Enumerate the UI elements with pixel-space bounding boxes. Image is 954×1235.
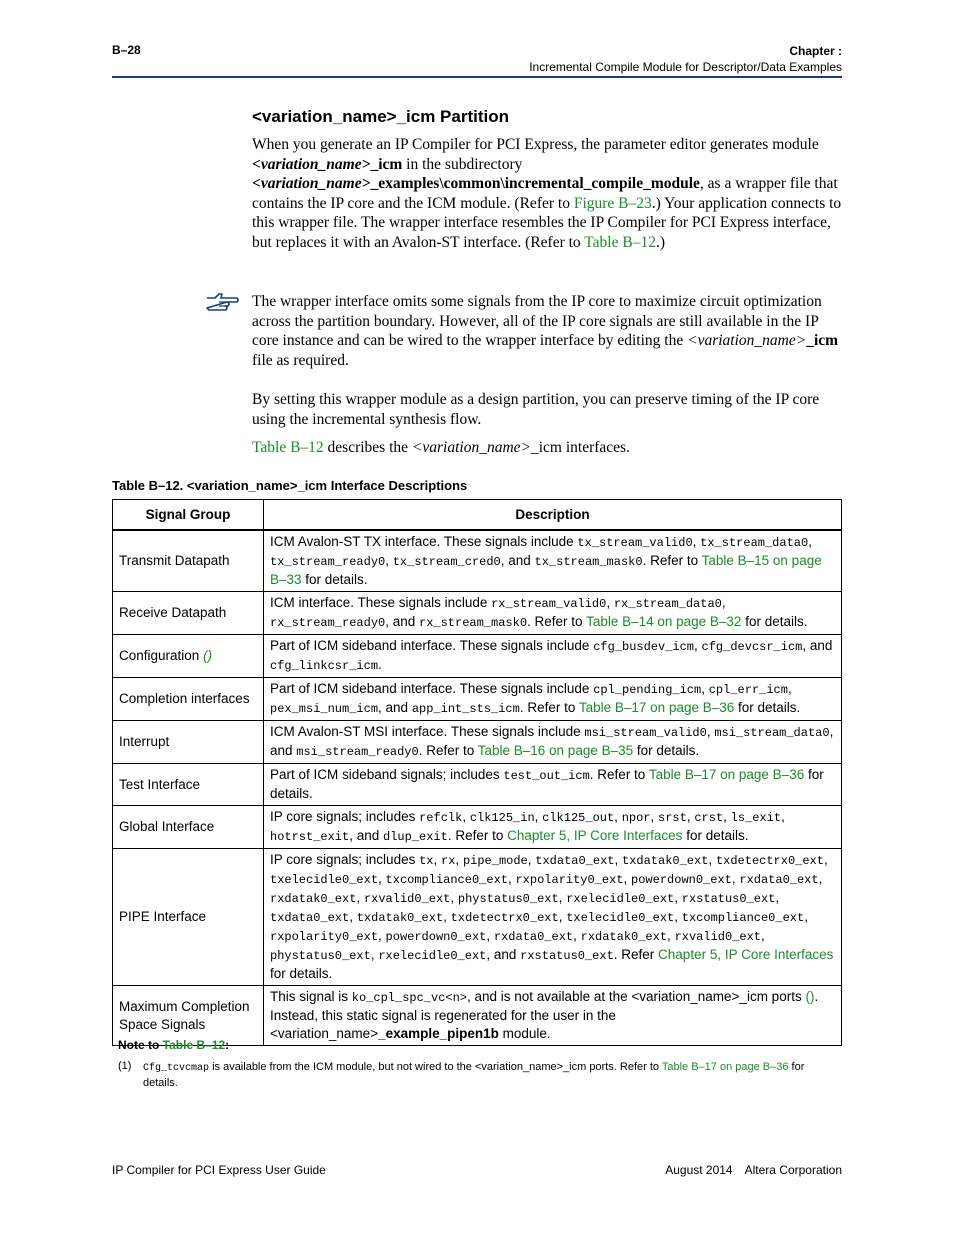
- text-run: .: [378, 657, 382, 672]
- signal-group-label: Completion interfaces: [119, 691, 250, 706]
- description-cell: [264, 849, 842, 986]
- text-run: .): [655, 233, 665, 251]
- cross-reference-link[interactable]: Table B–14 on page B–32: [586, 614, 742, 629]
- signal-name: ko_cpl_spc_vc<n>: [351, 991, 467, 1005]
- signal-name: rx_stream_valid0: [491, 597, 607, 611]
- text-run: When you generate an IP Compiler for PCI Express, the parameter editor generates module: [252, 136, 819, 153]
- note-paragraph: [252, 292, 842, 370]
- section-title: <variation_name>_icm Partition: [252, 107, 509, 126]
- text-run: ,: [650, 809, 659, 824]
- text-run: IP core signals; includes: [270, 809, 420, 824]
- text-run: ,: [385, 553, 393, 568]
- text-run: , and: [385, 614, 419, 629]
- text-run: ,: [694, 638, 702, 653]
- column-header-signal-group: Signal Group: [113, 500, 264, 531]
- table-row: [113, 806, 842, 849]
- text-run: ,: [356, 890, 364, 905]
- description-cell: [264, 721, 842, 764]
- signal-name: txdetectrx0_ext: [715, 854, 824, 868]
- text-run: <variation_name>: [411, 439, 531, 456]
- signal-name: rx: [441, 854, 456, 868]
- signal-name: phystatus0_ext: [457, 892, 559, 906]
- text-run: for details.: [270, 966, 333, 981]
- footer-company: Altera Corporation: [744, 1163, 842, 1177]
- text-run: . Refer to: [589, 767, 649, 782]
- description-cell: [264, 592, 842, 635]
- signal-name: tx_stream_mask0: [534, 555, 643, 569]
- text-run: ,: [378, 871, 386, 886]
- table-note-label: [118, 1038, 229, 1052]
- text-run: ,: [433, 852, 442, 867]
- signal-name: Cfg_tcvcmap: [143, 1063, 210, 1074]
- cross-reference-link[interactable]: Chapter 5, IP Core Interfaces: [507, 828, 683, 843]
- signal-name: rxdatak0_ext: [580, 930, 668, 944]
- description-cell: [264, 986, 842, 1046]
- signal-group-cell: [113, 764, 264, 806]
- text-run: ,: [787, 681, 792, 696]
- text-run: Part of ICM sideband interface. These signals include: [270, 638, 594, 653]
- text-run: . Refer to: [418, 743, 478, 758]
- signal-name: pex_msi_num_icm: [270, 702, 379, 716]
- text-run: . Refer to: [519, 700, 579, 715]
- table-header-row: [113, 500, 842, 531]
- text-run: ,: [378, 928, 386, 943]
- text-run: _icm: [370, 155, 403, 173]
- text-run: , and: [270, 724, 834, 758]
- description-cell: [264, 806, 842, 849]
- table-link[interactable]: Table B–12: [252, 439, 324, 456]
- table-link[interactable]: Table B–12: [584, 233, 656, 251]
- text-run: ,: [558, 909, 567, 924]
- signal-name: cfg_devcsr_icm: [701, 640, 803, 654]
- signal-name: rxdatak0_ext: [270, 892, 357, 906]
- text-run: ,: [534, 809, 543, 824]
- text-run: This signal is: [270, 989, 352, 1004]
- signal-name: tx_stream_ready0: [270, 555, 386, 569]
- text-run: ,: [527, 852, 536, 867]
- signal-name: npor: [621, 811, 651, 825]
- signal-name: txelecidle0_ext: [566, 911, 675, 925]
- signal-name: powerdown0_ext: [385, 930, 487, 944]
- signal-name: rxdata0_ext: [493, 930, 574, 944]
- table-row: [113, 678, 842, 721]
- signal-group-cell: [113, 592, 264, 635]
- signal-name: tx_stream_cred0: [392, 555, 501, 569]
- figure-link[interactable]: Figure B–23: [573, 194, 652, 212]
- signal-name: txcompliance0_ext: [681, 911, 805, 925]
- signal-name: rxstatus0_ext: [520, 949, 614, 963]
- text-run: in the subdirectory: [402, 155, 523, 173]
- description-cell: [264, 764, 842, 806]
- partition-paragraph: By setting this wrapper module as a design partition, you can preserve timing of the IP core using the incremental synthesis flow.: [252, 391, 820, 428]
- text-run: ,: [674, 890, 682, 905]
- signal-name: srst: [658, 811, 687, 825]
- text-run: ,: [686, 809, 695, 824]
- signal-name: txdata0_ext: [535, 854, 615, 868]
- signal-group-label: Interrupt: [119, 734, 170, 749]
- cross-reference-link[interactable]: (): [805, 989, 815, 1004]
- signal-group-cell: [113, 678, 264, 721]
- text-run: The wrapper interface omits some signals from the IP core to maximize circuit optimization across the partition boundary. However, all of the IP core signals are still available in the IP core instance and can be wired to the wrapper interface by editing the: [252, 293, 822, 349]
- text-run: for details.: [270, 767, 824, 801]
- signal-group-label: Transmit Datapath: [119, 553, 230, 568]
- signal-name: rx_stream_data0: [613, 597, 722, 611]
- text-run: ,: [692, 534, 701, 549]
- text-run: Note to: [118, 1038, 163, 1052]
- text-run: ,: [623, 871, 632, 886]
- running-header: [529, 43, 842, 75]
- text-run: . Refer: [613, 947, 659, 962]
- table-row: [113, 986, 842, 1046]
- text-run: IP core signals; includes: [270, 852, 420, 867]
- signal-name: rxdata0_ext: [739, 873, 819, 887]
- cross-reference-link[interactable]: Table B–17 on page B–36: [648, 767, 805, 782]
- cross-reference-link[interactable]: Table B–15 on page B–33: [270, 553, 822, 587]
- text-run: , and: [349, 828, 383, 843]
- text-run: ,: [462, 809, 470, 824]
- signal-name: msi_stream_valid0: [584, 726, 707, 740]
- signal-name: rx_stream_ready0: [270, 616, 386, 630]
- footer-right: [665, 1163, 842, 1177]
- signal-name: refclk: [419, 811, 463, 825]
- signal-name: rxstatus0_ext: [681, 892, 776, 906]
- text-run: ,: [818, 871, 823, 886]
- signal-name: rxelecidle0_ext: [378, 949, 487, 963]
- table-note-number: (1): [118, 1060, 132, 1072]
- text-run: module.: [498, 1026, 551, 1041]
- footer-title: IP Compiler for PCI Express User Guide: [112, 1163, 326, 1177]
- signal-group-label: Global Interface: [119, 819, 215, 834]
- signal-name: rxelecidle0_ext: [566, 892, 675, 906]
- table-row: [113, 721, 842, 764]
- signal-group-label: Configuration: [119, 648, 200, 663]
- footer-date: August 2014: [665, 1163, 733, 1177]
- text-run: , as a wrapper file that contains the IP core and the ICM module. (Refer to: [252, 175, 838, 212]
- table-row: [113, 592, 842, 635]
- signal-group-label: Test Interface: [119, 776, 201, 792]
- text-run: <variation_name>: [252, 175, 371, 192]
- text-run: _examples\common\incremental_compile_module: [370, 175, 700, 192]
- text-run: ,: [667, 928, 675, 943]
- interface-table: [112, 499, 842, 1046]
- text-run: ,: [781, 809, 785, 824]
- signal-name: dlup_exit: [383, 830, 448, 844]
- text-run: ,: [804, 909, 808, 924]
- text-run: Part of ICM sideband interface. These signals include: [270, 681, 594, 696]
- page-number: B–28: [112, 43, 141, 57]
- text-run: , and: [802, 638, 833, 653]
- text-run: <variation_name>: [687, 332, 807, 349]
- chapter-label: Chapter :: [789, 44, 842, 58]
- text-run: _icm: [806, 332, 839, 349]
- signal-group-cell: [113, 806, 264, 849]
- text-run: , and: [500, 553, 535, 568]
- signal-group-cell: [113, 635, 264, 678]
- intro-paragraph: [252, 135, 842, 252]
- signal-name: cpl_err_icm: [708, 683, 788, 697]
- signal-name: cfg_busdev_icm: [593, 640, 695, 654]
- signal-group-label: Maximum Completion Space Signals: [119, 998, 250, 1032]
- signal-name: tx_stream_valid0: [577, 536, 693, 550]
- table-link[interactable]: Table B–12: [162, 1038, 226, 1052]
- signal-name: pipe_mode: [462, 854, 528, 868]
- signal-name: crst: [694, 811, 724, 825]
- text-run: file as required.: [252, 351, 349, 369]
- signal-name: txdatak0_ext: [356, 911, 444, 925]
- signal-name: msi_stream_ready0: [296, 745, 419, 759]
- description-cell: [264, 635, 842, 678]
- text-run: ,: [808, 534, 812, 549]
- table-link[interactable]: Table B–17 on page B–36: [661, 1061, 789, 1073]
- signal-name: clk125_out: [542, 811, 615, 825]
- text-run: _icm interfaces.: [530, 439, 630, 456]
- signal-name: clk125_in: [469, 811, 535, 825]
- text-run: ,: [723, 809, 731, 824]
- text-run: ,: [507, 871, 516, 886]
- description-cell: [264, 530, 842, 592]
- text-run: ICM interface. These signals include: [270, 595, 492, 610]
- signal-name: cfg_linkcsr_icm: [270, 659, 379, 673]
- text-run: is available from the ICM module, but not wired to the <variation_name>_icm ports. Refer to: [209, 1061, 662, 1073]
- table-row: [113, 635, 842, 678]
- text-run: for details.: [741, 614, 808, 629]
- text-run: for details.: [682, 828, 749, 843]
- signal-name: rxpolarity0_ext: [270, 930, 379, 944]
- text-run: ,: [708, 852, 716, 867]
- column-header-description: Description: [264, 500, 842, 531]
- text-run: . Instead, this static signal is regenerated for the user in the <variation_name>: [270, 989, 819, 1041]
- text-run: <variation_name>: [252, 155, 371, 173]
- signal-name: phystatus0_ext: [270, 949, 371, 963]
- table-row: [113, 764, 842, 806]
- signal-group-cell: [113, 849, 264, 986]
- text-run: ,: [450, 890, 458, 905]
- text-run: . Refer to: [642, 553, 702, 568]
- text-run: ,: [349, 909, 357, 924]
- text-run: :: [225, 1038, 230, 1052]
- signal-name: txelecidle0_ext: [270, 873, 379, 887]
- table-row: [113, 530, 842, 592]
- signal-name: hotrst_exit: [270, 830, 350, 844]
- text-run: ,: [701, 681, 709, 696]
- signal-name: msi_stream_data0: [714, 726, 830, 740]
- text-run: ,: [573, 928, 581, 943]
- text-run: .) Your application connects to this wrapper file. The wrapper interface resembles the IP Compiler for PCI Express interface, but replaces it with an Avalon-ST interface. (Refer to: [252, 194, 842, 251]
- cross-reference-link[interactable]: Chapter 5, IP Core Interfaces: [658, 947, 834, 962]
- signal-name: rx_stream_mask0: [419, 616, 528, 630]
- signal-name: txdetectrx0_ext: [450, 911, 559, 925]
- text-run: ,: [443, 909, 451, 924]
- signal-name: txdatak0_ext: [622, 854, 709, 868]
- description-cell: [264, 678, 842, 721]
- footnote-link[interactable]: (): [203, 648, 213, 663]
- text-run: ,: [455, 852, 463, 867]
- table-intro-paragraph: [252, 438, 842, 458]
- cross-reference-link[interactable]: Table B–17 on page B–36: [578, 700, 735, 715]
- signal-name: rxvalid0_ext: [674, 930, 761, 944]
- signal-name: powerdown0_ext: [631, 873, 732, 887]
- text-run: for details.: [633, 743, 700, 758]
- text-run: . Refer to: [527, 614, 587, 629]
- signal-group-label: Receive Datapath: [119, 605, 227, 620]
- text-run: ,: [760, 928, 765, 943]
- signal-name: cpl_pending_icm: [593, 683, 702, 697]
- text-run: ,: [721, 595, 726, 610]
- text-run: for details.: [143, 1061, 805, 1089]
- text-run: , and: [378, 700, 412, 715]
- table-caption: Table B–12. <variation_name>_icm Interface Descriptions: [112, 478, 468, 493]
- text-run: describes the: [323, 439, 412, 456]
- text-run: for details.: [734, 700, 801, 715]
- text-run: , and: [486, 947, 521, 962]
- text-run: ,: [614, 809, 622, 824]
- text-run: Part of ICM sideband signals; includes: [270, 767, 504, 782]
- signal-name: txdata0_ext: [270, 911, 350, 925]
- signal-name: rxvalid0_ext: [363, 892, 451, 906]
- table-row: [113, 849, 842, 986]
- text-run: ,: [606, 595, 614, 610]
- text-run: ICM Avalon-ST MSI interface. These signals include: [270, 724, 585, 739]
- signal-name: tx: [419, 854, 434, 868]
- text-run: ,: [823, 852, 828, 867]
- signal-group-cell: [113, 721, 264, 764]
- text-run: ,: [486, 928, 494, 943]
- signal-name: rxpolarity0_ext: [515, 873, 624, 887]
- text-run: ,: [731, 871, 740, 886]
- header-rule: [112, 76, 842, 78]
- text-run: ,: [370, 947, 379, 962]
- text-run: , and is not available at the <variation_name>_icm ports: [467, 989, 806, 1004]
- signal-name: tx_stream_data0: [700, 536, 809, 550]
- signal-group-cell: [113, 986, 264, 1046]
- chapter-title: Incremental Compile Module for Descriptor/Data Examples: [529, 60, 842, 74]
- text-run: ICM Avalon-ST TX interface. These signals include: [270, 534, 578, 549]
- cross-reference-link[interactable]: Table B–16 on page B–35: [477, 743, 634, 758]
- signal-name: txcompliance0_ext: [385, 873, 508, 887]
- text-run: ,: [558, 890, 567, 905]
- text-run: ,: [614, 852, 622, 867]
- text-run: . Refer to: [447, 828, 508, 843]
- signal-name: test_out_icm: [503, 769, 590, 783]
- bold-text: _example_pipen1b: [378, 1026, 499, 1041]
- signal-name: app_int_sts_icm: [411, 702, 520, 716]
- signal-group-cell: [113, 530, 264, 592]
- text-run: ,: [674, 909, 682, 924]
- text-run: ,: [775, 890, 780, 905]
- table-note-text: [143, 1060, 833, 1090]
- signal-group-label: PIPE Interface: [119, 909, 207, 924]
- pointing-hand-icon: [205, 292, 239, 312]
- signal-name: ls_exit: [730, 811, 782, 825]
- text-run: ,: [706, 724, 715, 739]
- text-run: for details.: [301, 572, 368, 587]
